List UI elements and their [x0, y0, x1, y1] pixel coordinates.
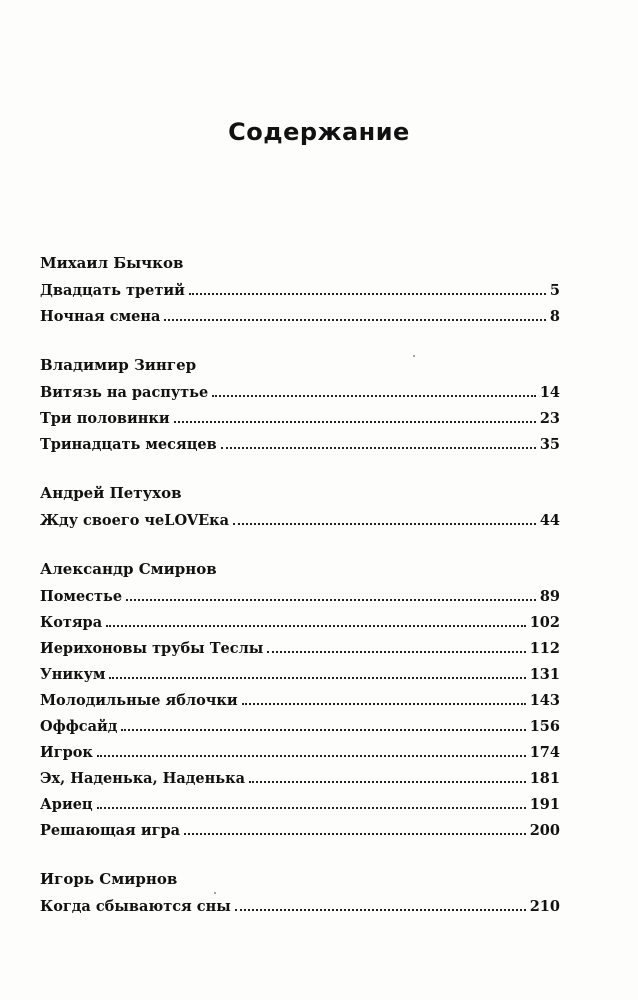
- dot-leader: [126, 599, 536, 601]
- entry-page-number: 112: [529, 640, 560, 657]
- entry-title: Котяра: [40, 614, 103, 631]
- author-name: Владимир Зингер: [40, 356, 197, 374]
- entry-title: Иерихоновы трубы Теслы: [40, 640, 264, 657]
- entry-title: Оффсайд: [40, 718, 118, 735]
- entry-page-number: 156: [529, 718, 560, 735]
- toc-entry[interactable]: [40, 662, 560, 688]
- dot-leader: [184, 833, 526, 835]
- dot-leader: [242, 703, 526, 705]
- toc-entry[interactable]: [40, 278, 560, 304]
- author-name: Михаил Бычков: [40, 254, 184, 272]
- dot-leader: [97, 807, 526, 809]
- entry-page-number: 131: [529, 666, 560, 683]
- entry-page-number: 23: [539, 410, 560, 427]
- toc-section: [40, 480, 560, 534]
- entry-page-number: 8: [549, 308, 560, 325]
- entry-page-number: 14: [539, 384, 560, 401]
- entry-page-number: 102: [529, 614, 560, 631]
- entry-title: Двадцать третий: [40, 282, 185, 299]
- dot-leader: [106, 625, 526, 627]
- entry-page-number: 35: [539, 436, 560, 453]
- dot-leader: [109, 677, 525, 679]
- dot-leader: [233, 523, 536, 525]
- toc-section: [40, 866, 560, 920]
- toc-entry[interactable]: [40, 740, 560, 766]
- entry-title: Игрок: [40, 744, 93, 761]
- toc-entry[interactable]: [40, 894, 560, 920]
- author-name: Александр Смирнов: [40, 560, 217, 578]
- toc-entry[interactable]: [40, 432, 560, 458]
- dot-leader: [249, 781, 526, 783]
- entry-title: Ариец: [40, 796, 93, 813]
- print-speck: [214, 892, 216, 894]
- entry-page-number: 5: [549, 282, 560, 299]
- entry-page-number: 44: [539, 512, 560, 529]
- entry-page-number: 200: [529, 822, 560, 839]
- dot-leader: [212, 395, 536, 397]
- entry-title: Жду своего чeLOVEка: [40, 512, 230, 529]
- dot-leader: [235, 909, 526, 911]
- entry-page-number: 181: [529, 770, 560, 787]
- toc-entry[interactable]: [40, 818, 560, 844]
- entry-page-number: 143: [529, 692, 560, 709]
- dot-leader: [121, 729, 525, 731]
- dot-leader: [267, 651, 525, 653]
- dot-leader: [221, 447, 536, 449]
- entry-title: Поместье: [40, 588, 123, 605]
- toc-entry[interactable]: [40, 636, 560, 662]
- dot-leader: [189, 293, 546, 295]
- page-title: Содержание: [228, 118, 410, 146]
- entry-page-number: 89: [539, 588, 560, 605]
- entry-page-number: 210: [529, 898, 560, 915]
- toc-entry[interactable]: [40, 304, 560, 330]
- table-of-contents: [40, 250, 560, 942]
- toc-entry[interactable]: [40, 792, 560, 818]
- author-name: Игорь Смирнов: [40, 870, 178, 888]
- toc-section: [40, 250, 560, 330]
- toc-entry[interactable]: [40, 508, 560, 534]
- entry-title: Когда сбываются сны: [40, 898, 231, 915]
- entry-title: Молодильные яблочки: [40, 692, 238, 709]
- entry-title: Уникум: [40, 666, 106, 683]
- dot-leader: [164, 319, 545, 321]
- toc-entry[interactable]: [40, 688, 560, 714]
- dot-leader: [174, 421, 536, 423]
- toc-entry[interactable]: [40, 406, 560, 432]
- toc-entry[interactable]: [40, 766, 560, 792]
- entry-title: Три половинки: [40, 410, 170, 427]
- toc-entry[interactable]: [40, 584, 560, 610]
- entry-title: Решающая игра: [40, 822, 180, 839]
- toc-entry[interactable]: [40, 714, 560, 740]
- entry-title: Витязь на распутье: [40, 384, 209, 401]
- toc-entry[interactable]: [40, 610, 560, 636]
- entry-title: Ночная смена: [40, 308, 161, 325]
- toc-entry[interactable]: [40, 380, 560, 406]
- toc-section: [40, 556, 560, 844]
- dot-leader: [97, 755, 526, 757]
- entry-page-number: 174: [529, 744, 560, 761]
- print-speck: [413, 355, 415, 357]
- entry-page-number: 191: [529, 796, 560, 813]
- entry-title: Тринадцать месяцев: [40, 436, 217, 453]
- entry-title: Эх, Наденька, Наденька: [40, 770, 245, 787]
- author-name: Андрей Петухов: [40, 484, 182, 502]
- toc-section: [40, 352, 560, 458]
